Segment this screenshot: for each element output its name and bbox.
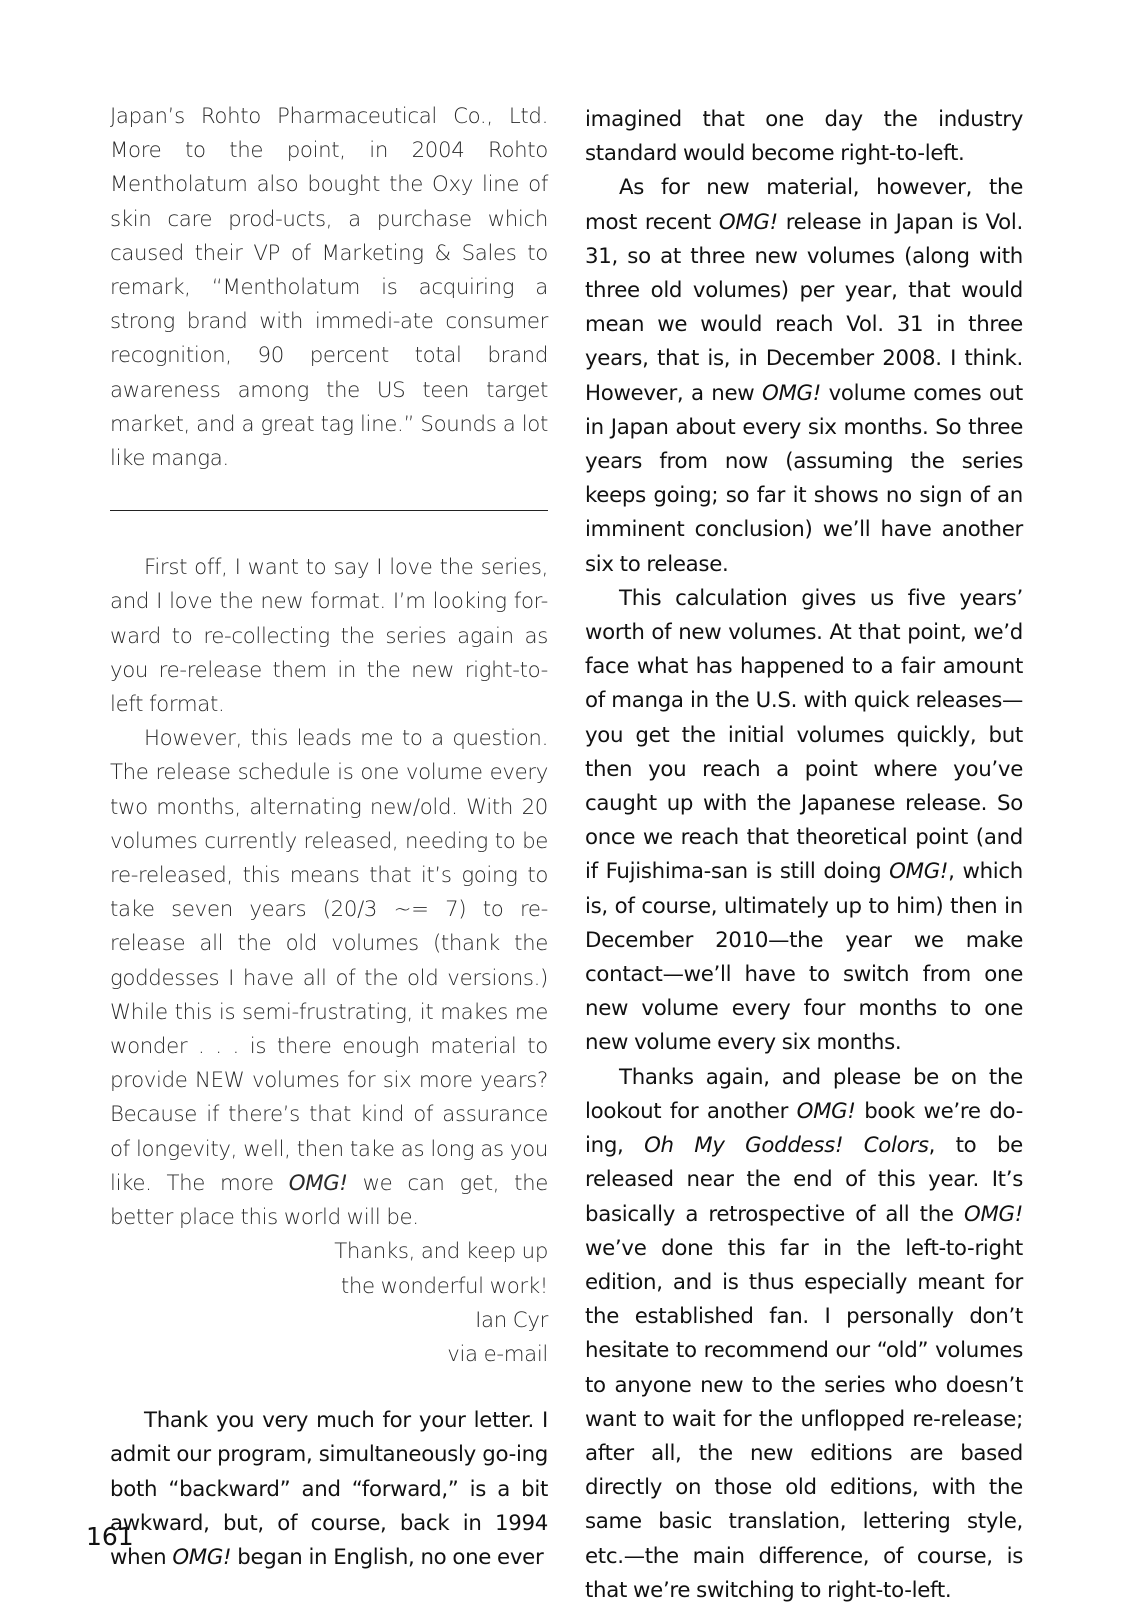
reply-paragraph-4 bbox=[585, 1061, 1023, 1608]
reply-p2-c: volume comes out in Japan about every six months. So three years from now (assuming the series keeps going; so far it shows no sign of an imminent conclusion) we’ll have another six to release. bbox=[585, 380, 1023, 577]
letter-paragraph-2-text: However, this leads me to a question. The release schedule is one volume every two months, alternating new/old. With 20 volumes currently released, needing to be re-released, this means that it’s going to take seven years (20/3 ~= 7) to re-release all the old volumes (thank the goddesses I have all of the old versions.) While this is semi-frustrating, it makes me wonder . . . is there enough material to provide NEW volumes for six more years? Because if there’s that kind of assurance of longevity, well, then take as long as you like. The more bbox=[110, 726, 548, 1196]
letter-paragraph-2-end: we can get, the better place this world will be. bbox=[110, 1170, 549, 1231]
reply-paragraph-2 bbox=[585, 171, 1023, 581]
reply-start-text: Thank you very much for your letter. I admit our program, simultaneously go-ing both “backward” and “forward,” is a bit awkward, but, of course, back in 1994 when bbox=[110, 1408, 548, 1570]
right-column bbox=[585, 103, 1023, 1608]
signoff-line-2: the wonderful work! bbox=[340, 1273, 548, 1299]
intro-paragraph: Japan’s Rohto Pharmaceutical Co., Ltd. More to the point, in 2004 Rohto Mentholatum also bought the Oxy line of skin care prod-ucts, a purchase which caused their VP of Marketing & Sales to remark, “Mentholatum is acquiring a strong brand with immedi-ate consumer recognition, 90 percent total brand awareness among the US teen target market, and a great tag line.” Sounds a lot like manga. bbox=[110, 104, 548, 472]
reply-paragraph-3 bbox=[585, 582, 1023, 1061]
signoff-via: via e-mail bbox=[447, 1341, 548, 1367]
reply-p3-b: , which is, of course, ultimately up to him) then in December 2010—the year we make contact—we’ll have to switch from one new volume every four months to one new volume every six months. bbox=[585, 859, 1023, 1056]
reply-paragraph-start bbox=[110, 1404, 548, 1575]
reply-p2-a: As for new material, however, the most recent bbox=[585, 175, 1023, 235]
signoff-name: Ian Cyr bbox=[475, 1307, 548, 1333]
reply-p4-c: , to be released near the end of this year. It’s basically a retrospective of all the bbox=[585, 1133, 1023, 1227]
reply-start-end: began in English, no one ever bbox=[237, 1544, 544, 1570]
section-divider bbox=[110, 510, 548, 511]
letter-paragraph-2 bbox=[110, 722, 548, 1235]
reply-p4-book-title: Oh My Goddess! Colors bbox=[644, 1133, 929, 1159]
reply-p3-title-1: OMG! bbox=[889, 859, 949, 885]
reply-p4-title-3: OMG! bbox=[964, 1201, 1023, 1227]
reply-p2-title-2: OMG! bbox=[762, 380, 821, 406]
reply-p4-d: we’ve done this far in the left-to-right edition, and is thus especially meant for the established fan. I personally don’t hesitate to recommend our “old” volumes to anyone new to the series who doesn’t want to wait for the unflopped re-release; after all, the new editions are based directly on those old editions, with the same basic translation, lettering style, etc.—the main difference, of course, is that we’re switching to right-to-left. bbox=[585, 1235, 1023, 1603]
reply-continuation: imagined that one day the industry standard would become right-to-left. bbox=[585, 107, 1023, 167]
letter-title-omg: OMG! bbox=[288, 1170, 348, 1196]
reply-p4-a: Thanks again, and please be on the lookout for another bbox=[585, 1064, 1023, 1124]
reply-p4-b: book we’re do-ing, bbox=[585, 1098, 1023, 1159]
page-number: 161 bbox=[86, 1522, 134, 1551]
reply-p3-a: This calculation gives us five years’ worth of new volumes. At that point, we’d face what has happened to a fair amount of manga in the U.S. with quick releases—you get the initial volumes quickly, but then you reach a point where you’ve caught up with the Japanese release. So once we reach that theoretical point (and if Fujishima-san is still doing bbox=[585, 585, 1023, 885]
reply-p4-title-1: OMG! bbox=[796, 1098, 856, 1124]
signoff-line-1: Thanks, and keep up bbox=[334, 1239, 548, 1265]
reply-title-omg: OMG! bbox=[172, 1544, 232, 1570]
letter-paragraph-1: First off, I want to say I love the series, and I love the new format. I’m looking for-ward to re-collecting the series again as you re-release them in the new right-to-left format. bbox=[110, 555, 548, 718]
reply-p2-title-1: OMG! bbox=[718, 209, 778, 235]
reply-p2-b: release in Japan is Vol. 31, so at three new volumes (along with three old volumes) per year, that would mean we would reach Vol. 31 in three years, that is, in December 2008. I think. However, a new bbox=[585, 209, 1023, 406]
left-column bbox=[110, 100, 548, 1575]
